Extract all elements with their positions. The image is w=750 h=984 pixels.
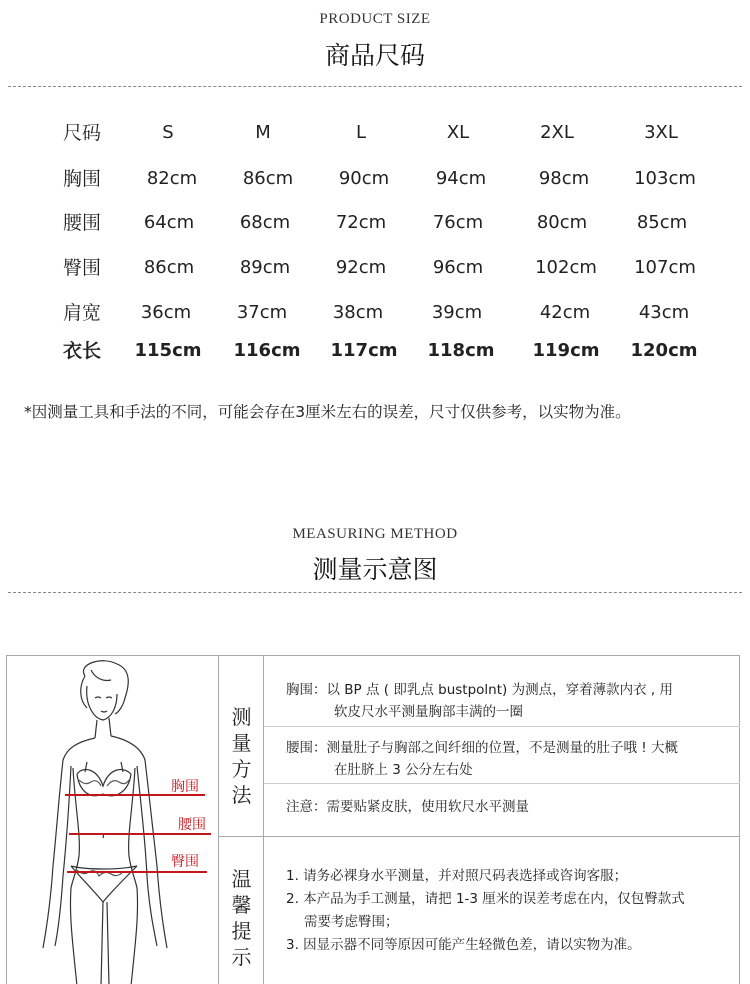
table-cell: 76cm — [432, 212, 484, 233]
table-cell: 98cm — [538, 168, 590, 189]
table-cell: 80cm — [536, 212, 588, 233]
table-cell: 103cm — [634, 168, 696, 189]
table-cell: 120cm — [630, 340, 698, 361]
measuring-method-box — [6, 655, 740, 984]
table-cell: 119cm — [532, 340, 600, 361]
header-cell: 尺码 — [63, 122, 102, 144]
product-size-title-en: PRODUCT SIZE — [319, 11, 431, 27]
table-cell: 118cm — [427, 340, 495, 361]
method-item-waist — [264, 727, 740, 784]
side-labels — [219, 656, 264, 984]
tips-side-label: 温 馨 提 示 — [231, 867, 252, 969]
table-cell: 86cm — [143, 257, 195, 278]
header-cell: S — [162, 122, 174, 143]
product-size-title-cn: 商品尺码 — [324, 41, 425, 70]
method-text: 在肚脐上 3 公分左右处 — [334, 762, 473, 778]
figure-panel — [7, 656, 219, 984]
row-label: 肩宽 — [63, 302, 102, 324]
header-cell: M — [255, 122, 271, 143]
method-text: 注意：需要贴紧皮肤，使用软尺水平测量 — [286, 799, 529, 815]
table-cell: 89cm — [239, 257, 291, 278]
table-cell: 68cm — [239, 212, 291, 233]
hip-measure-line — [67, 871, 207, 873]
tip-text: 需要考虑臀围； — [304, 914, 399, 930]
table-cell: 38cm — [332, 302, 384, 323]
table-cell: 72cm — [335, 212, 387, 233]
table-row — [0, 253, 750, 283]
table-cell: 116cm — [233, 340, 301, 361]
table-cell: 92cm — [335, 257, 387, 278]
table-cell: 37cm — [236, 302, 288, 323]
table-cell: 102cm — [535, 257, 597, 278]
hip-label: 臀围 — [171, 854, 199, 870]
row-label: 腰围 — [63, 212, 102, 234]
row-label: 胸围 — [63, 168, 102, 190]
method-side-label: 测 量 方 法 — [231, 705, 252, 807]
table-cell: 82cm — [146, 168, 198, 189]
table-cell: 115cm — [134, 340, 202, 361]
tip-text: 1. 请务必裸身水平测量，并对照尺码表选择或咨询客服； — [286, 868, 628, 884]
size-table-header — [0, 118, 750, 148]
table-cell: 39cm — [431, 302, 483, 323]
waist-label: 腰围 — [178, 817, 206, 833]
divider — [8, 592, 742, 593]
table-cell: 42cm — [539, 302, 591, 323]
bust-label: 胸围 — [171, 779, 199, 795]
method-content — [264, 656, 740, 984]
table-cell: 64cm — [143, 212, 195, 233]
divider — [219, 836, 740, 837]
table-cell: 96cm — [432, 257, 484, 278]
header-cell: 2XL — [540, 122, 574, 143]
method-text: 软皮尺水平测量胸部丰满的一圈 — [334, 704, 523, 720]
table-cell: 117cm — [330, 340, 398, 361]
measuring-method-title-en: MEASURING METHOD — [292, 526, 458, 542]
size-note: *因测量工具和手法的不同，可能会存在3厘米左右的误差，尺寸仅供参考，以实物为准。 — [24, 403, 631, 421]
header-cell: L — [355, 122, 367, 143]
method-text: 腰围：测量肚子与胸部之间纤细的位置，不是测量的肚子哦 ! 大概 — [286, 740, 678, 756]
table-cell: 107cm — [634, 257, 696, 278]
method-text: 胸围：以 BP 点 ( 即乳点 bustpolnt) 为测点，穿着薄款内衣 , 用 — [286, 682, 673, 698]
table-cell: 43cm — [638, 302, 690, 323]
table-cell: 36cm — [140, 302, 192, 323]
table-row — [0, 164, 750, 194]
method-item-note — [264, 784, 740, 836]
row-label: 臀围 — [63, 257, 102, 279]
measuring-method-title-cn: 测量示意图 — [312, 555, 438, 584]
header-cell: XL — [446, 122, 470, 143]
method-item-bust — [264, 656, 740, 727]
table-cell: 94cm — [435, 168, 487, 189]
row-label: 衣长 — [63, 340, 102, 362]
divider — [8, 86, 742, 87]
table-cell: 86cm — [242, 168, 294, 189]
table-cell: 85cm — [636, 212, 688, 233]
tip-text: 3. 因显示器不同等原因可能产生轻微色差，请以实物为准。 — [286, 937, 641, 953]
header-cell: 3XL — [644, 122, 678, 143]
table-row — [0, 298, 750, 328]
table-row — [0, 208, 750, 238]
table-cell: 90cm — [338, 168, 390, 189]
tip-text: 2. 本产品为手工测量，请把 1-3 厘米的误差考虑在内，仅包臀款式 — [286, 891, 685, 907]
table-row — [0, 336, 750, 366]
